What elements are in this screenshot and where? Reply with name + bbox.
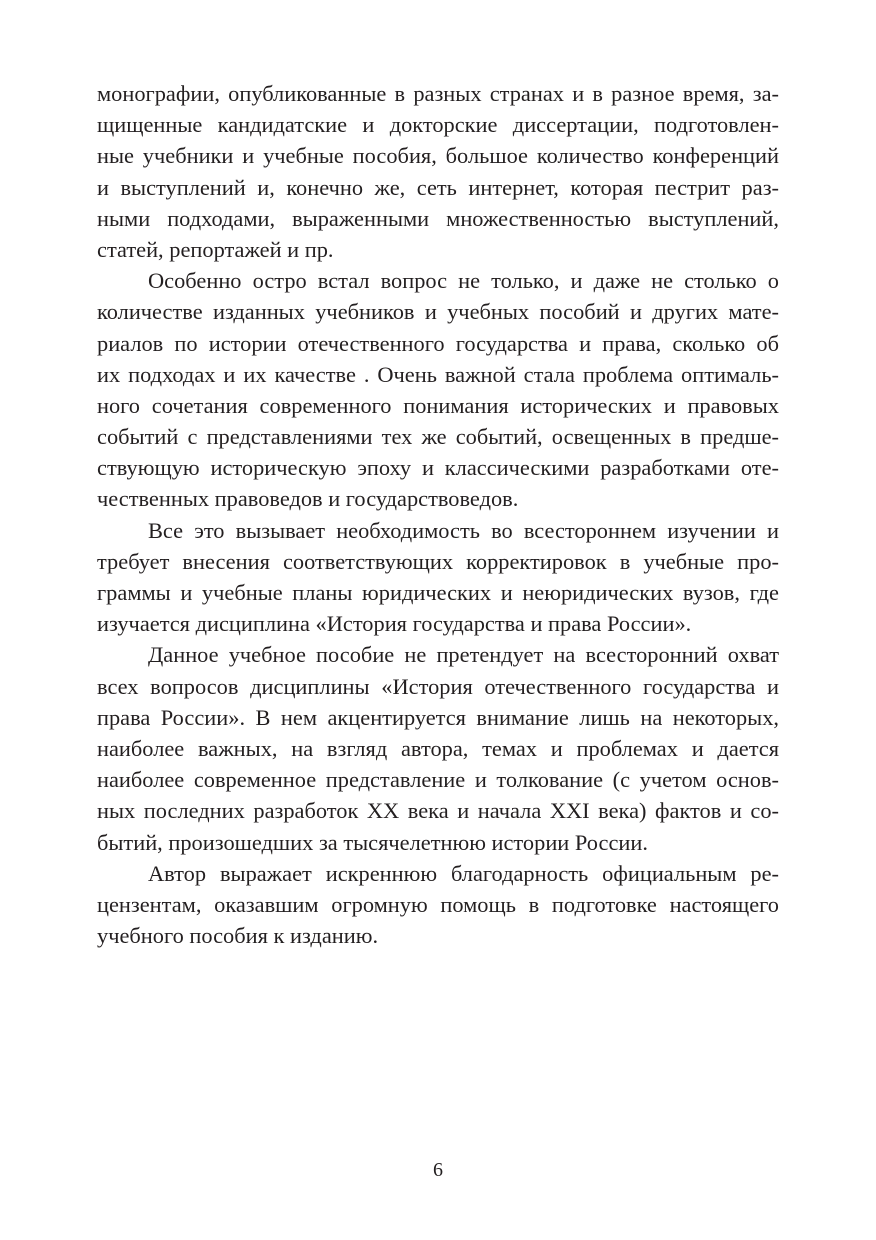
text-line: всех вопросов дисциплины «История отечественного государства и — [97, 673, 779, 699]
paragraph-4 — [97, 639, 779, 857]
text-line: ного сочетания современного понимания исторических и правовых — [97, 392, 779, 418]
text-line: бытий, произошедших за тысячелетнюю истории России. — [97, 829, 648, 855]
text-line: чественных правоведов и государствоведов. — [97, 486, 519, 512]
text-line: учебного пособия к изданию. — [97, 923, 379, 949]
text-line: Данное учебное пособие не претендует на всесторонний охват — [148, 642, 779, 668]
text-line: их подходах и их качестве . Очень важной стала проблема оптималь- — [97, 361, 779, 387]
text-line: ствующую историческую эпоху и классическими разработками оте- — [97, 455, 779, 481]
text-line: наиболее современное представление и толкование (с учетом основ- — [97, 767, 779, 793]
text-line: изучается дисциплина «История государства и права России». — [97, 611, 692, 637]
paragraph-3 — [97, 515, 779, 640]
paragraph-1 — [97, 78, 779, 265]
text-line: Автор выражает искреннюю благодарность официальным ре- — [148, 860, 779, 886]
page-body — [97, 78, 779, 951]
text-line: права России». В нем акцентируется внимание лишь на некоторых, — [97, 704, 779, 730]
text-line: Все это вызывает необходимость во всестороннем изучении и — [148, 517, 779, 543]
text-line: ные учебники и учебные пособия, большое количество конференций — [97, 143, 779, 169]
paragraph-2 — [97, 265, 779, 515]
text-line: монографии, опубликованные в разных странах и в разное время, за- — [97, 81, 779, 106]
page-number: 6 — [433, 1159, 443, 1181]
text-line: щищенные кандидатские и докторские диссертации, подготовлен- — [97, 112, 779, 138]
text-line: ных последних разработок XX века и начала XXI века) фактов и со- — [97, 798, 779, 824]
text-line: риалов по истории отечественного государства и права, сколько об — [97, 330, 779, 356]
paragraph-5 — [97, 858, 779, 952]
text-line: событий с представлениями тех же событий, освещенных в предше- — [97, 424, 779, 450]
text-line: наиболее важных, на взгляд автора, темах и проблемах и дается — [97, 735, 779, 761]
text-line: граммы и учебные планы юридических и неюридических вузов, где — [97, 580, 779, 605]
text-line: Особенно остро встал вопрос не только, и даже не столько о — [148, 268, 779, 294]
text-line: цензентам, оказавшим огромную помощь в подготовке настоящего — [97, 891, 779, 917]
text-line: и выступлений и, конечно же, сеть интернет, которая пестрит раз- — [97, 174, 779, 200]
text-line: требует внесения соответствующих корректировок в учебные про- — [97, 548, 779, 574]
text-line: количестве изданных учебников и учебных пособий и других мате- — [97, 299, 779, 325]
text-line: ными подходами, выраженными множественностью выступлений, — [97, 205, 779, 231]
text-line: статей, репортажей и пр. — [97, 236, 334, 262]
